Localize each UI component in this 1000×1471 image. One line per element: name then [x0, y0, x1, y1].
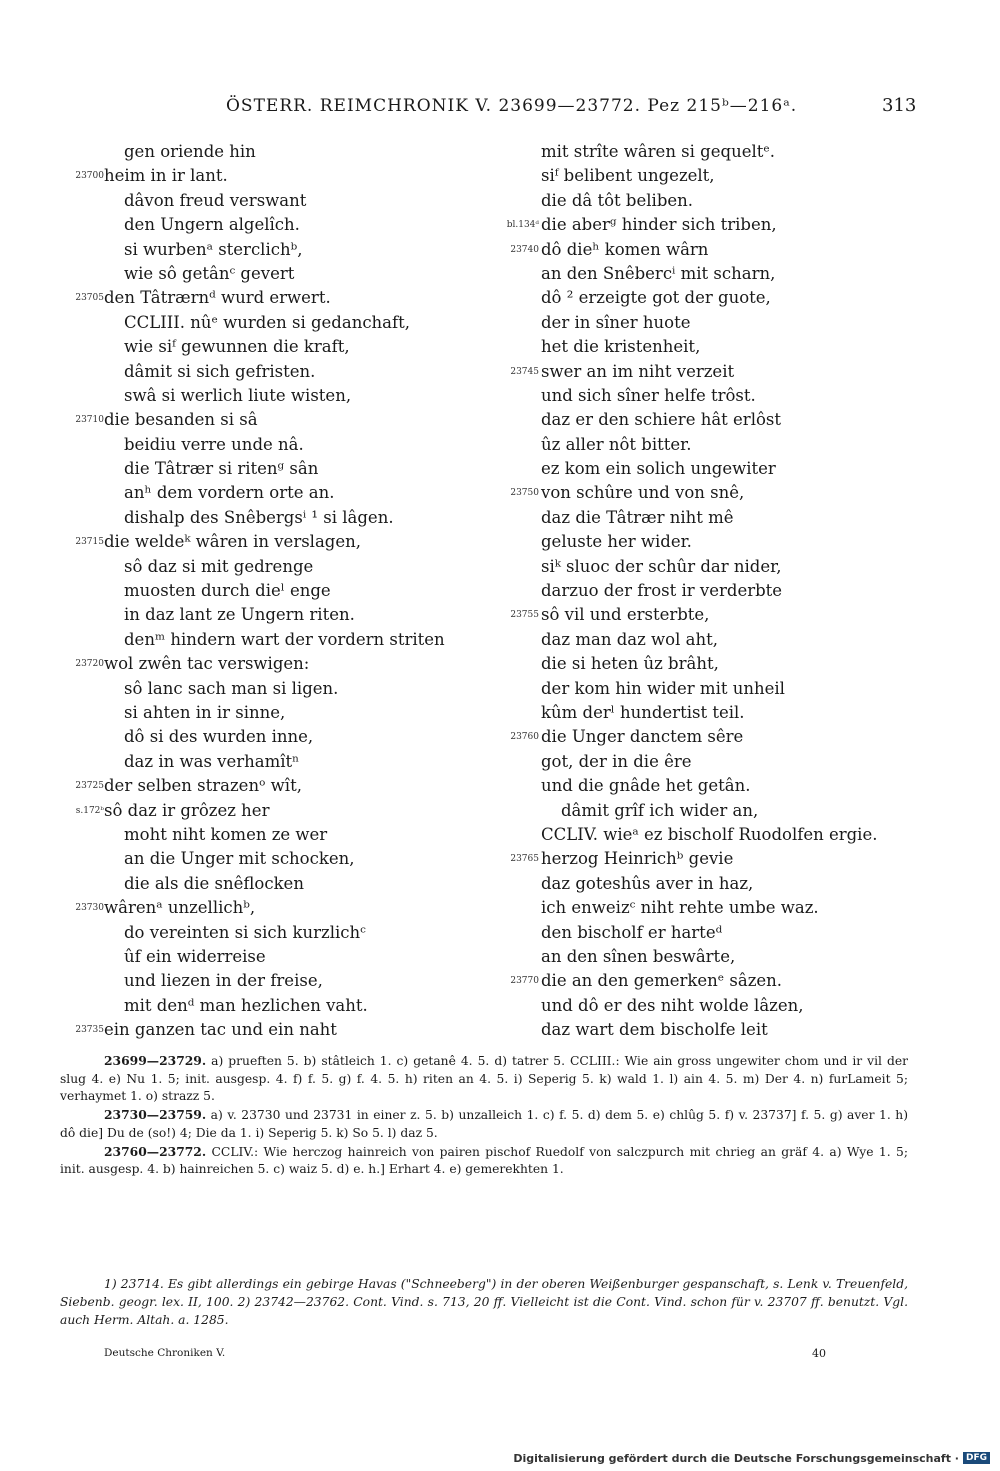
right-verse-line: [495, 213, 915, 237]
verse-text: der selben strazenᵒ wît,: [104, 776, 302, 796]
verse-text: denᵐ hindern wart der vordern striten: [124, 629, 445, 649]
right-verse-line: [495, 140, 915, 164]
apparatus-text: a) prueften 5. b) stâtleich 1. c) getanê 4. 5. d) tatrer 5. CCLIII.: Wie ain gross ungewiter chom und ir vil der slug 4. e) Nu 1. 5; init. ausgesp. 4. f) f. 5. g) f. 4. 5. h) riten an 4. 5. i) Seperig 5. k) wald 1. l) ain 4. 5. m) Der 4. n) furLameit 5; verhaymet 1. o) strazz 5.: [60, 1054, 908, 1104]
verse-text: wie sô getânᶜ gevert: [124, 263, 295, 283]
line-number: 23750: [510, 488, 539, 499]
left-verse-line: [60, 628, 470, 652]
right-verse-line: [495, 994, 915, 1018]
verse-text: CCLIV. wieᵃ ez bischolf Ruodolfen ergie.: [541, 824, 878, 844]
verse-text: sô daz ir grôzez her: [104, 800, 270, 820]
left-verse-line: [60, 433, 470, 457]
verse-text: von schûre und von snê,: [541, 483, 745, 503]
verse-text: daz in was verhamîtⁿ: [124, 751, 300, 771]
apparatus-range: 23699—23729.: [104, 1053, 207, 1068]
right-verse-line: [495, 311, 915, 335]
verse-text: dô ² erzeigte got der guote,: [541, 288, 771, 308]
verse-text: in daz lant ze Ungern riten.: [124, 605, 355, 625]
verse-text: die besanden si sâ: [104, 410, 258, 430]
apparatus-range: 23730—23759.: [104, 1107, 207, 1123]
verse-text: wie siᶠ gewunnen die kraft,: [124, 337, 350, 357]
left-verse-line: [60, 360, 470, 384]
verse-text: der in sîner huote: [541, 312, 691, 332]
left-verse-line: [60, 701, 470, 725]
right-verse-column: [495, 140, 915, 1042]
line-number: 23760: [510, 732, 539, 743]
verse-text: do vereinten si sich kurzlichᶜ: [124, 922, 366, 942]
verse-text: an den Snêbercⁱ mit scharn,: [541, 263, 776, 283]
left-verse-line: [60, 823, 470, 847]
left-verse-line: [60, 164, 470, 188]
right-verse-line: [495, 799, 915, 823]
left-verse-line: [60, 774, 470, 798]
left-verse-line: [60, 750, 470, 774]
left-verse-line: [60, 555, 470, 579]
verse-text: daz goteshûs aver in haz,: [541, 873, 754, 893]
left-verse-line: [60, 969, 470, 993]
verse-text: die an den gemerkenᵉ sâzen.: [541, 971, 783, 991]
verse-text: die si heten ûz brâht,: [541, 654, 719, 674]
right-verse-line: [495, 457, 915, 481]
verse-text: und dô er des niht wolde lâzen,: [541, 995, 804, 1015]
verse-text: ûf ein widerreise: [124, 946, 266, 966]
left-verse-column: [60, 140, 470, 1042]
verse-text: an den sînen beswârte,: [541, 946, 736, 966]
left-verse-line: [60, 384, 470, 408]
verse-text: daz man daz wol aht,: [541, 629, 718, 649]
left-verse-line: [60, 921, 470, 945]
line-number: 23755: [510, 610, 539, 621]
verse-text: ich enweizᶜ niht rehte umbe waz.: [541, 898, 819, 918]
verse-text: swâ si werlich liute wisten,: [124, 385, 352, 405]
verse-text: darzuo der frost ir verderbte: [541, 581, 783, 601]
left-verse-line: [60, 457, 470, 481]
line-number: s.172ᵇ: [75, 805, 104, 816]
right-verse-line: [495, 896, 915, 920]
verse-text: ûz aller nôt bitter.: [541, 434, 692, 454]
dfg-logo-icon: DFG: [963, 1452, 990, 1464]
line-number: bl.134ᵈ: [506, 220, 539, 231]
footnotes: [60, 1275, 908, 1329]
right-verse-line: [495, 1018, 915, 1042]
right-verse-line: [495, 652, 915, 676]
verse-text: si ahten in ir sinne,: [124, 702, 286, 722]
left-verse-line: [60, 896, 470, 920]
verse-text: dâvon freud verswant: [124, 190, 307, 210]
verse-text: an die Unger mit schocken,: [124, 849, 355, 869]
verse-text: wârenᵃ unzellichᵇ,: [104, 898, 256, 918]
right-verse-line: [495, 481, 915, 505]
left-verse-line: [60, 481, 470, 505]
verse-text: herzog Heinrichᵇ gevie: [541, 849, 734, 869]
verse-text: daz die Tâtrær niht mê: [541, 507, 734, 527]
verse-text: gen oriende hin: [124, 142, 256, 161]
verse-text: muosten durch dieˡ enge: [124, 581, 331, 601]
right-verse-line: [495, 823, 915, 847]
right-verse-line: [495, 360, 915, 384]
right-verse-line: [495, 677, 915, 701]
page-number: 313: [882, 95, 917, 116]
verse-text: heim in ir lant.: [104, 166, 228, 186]
right-verse-line: [495, 872, 915, 896]
verse-text: siᶠ belibent ungezelt,: [541, 166, 715, 186]
verse-text: die aberᵍ hinder sich triben,: [541, 215, 777, 235]
left-verse-line: [60, 579, 470, 603]
left-verse-line: [60, 262, 470, 286]
left-verse-line: [60, 530, 470, 554]
sheet-number: 40: [812, 1347, 826, 1360]
right-verse-line: [495, 701, 915, 725]
left-verse-line: [60, 847, 470, 871]
right-verse-line: [495, 262, 915, 286]
apparatus-entry: [60, 1143, 908, 1179]
verse-text: dô si des wurden inne,: [124, 727, 314, 747]
left-verse-line: [60, 677, 470, 701]
series-title: Deutsche Chroniken V.: [104, 1347, 226, 1359]
apparatus-entry: [60, 1052, 908, 1106]
verse-text: ez kom ein solich ungewiter: [541, 459, 776, 479]
verse-text: sô lanc sach man si ligen.: [124, 678, 339, 698]
right-verse-line: [495, 189, 915, 213]
right-verse-line: [495, 555, 915, 579]
left-verse-line: [60, 1018, 470, 1042]
line-number: 23740: [510, 244, 539, 255]
verse-text: si wurbenᵃ sterclichᵇ,: [124, 239, 303, 259]
line-number: 23725: [75, 781, 104, 792]
line-number: 23720: [75, 659, 104, 670]
left-verse-line: [60, 945, 470, 969]
footnote-text: 1) 23714. Es gibt allerdings ein gebirge Havas ("Schneeberg") in der oberen Weißenburger gespanschaft, s. Lenk v. Treuenfeld, Siebenb. geogr. lex. II, 100. 2) 23742—23762. Cont. Vind. s. 713, 20 ff. Vielleicht ist die Cont. Vind. schon für v. 23707 ff. benutzt. Vgl. auch Herm. Altah. a. 1285.: [60, 1277, 908, 1327]
verse-text: CCLIII. nûᵉ wurden si gedanchaft,: [124, 312, 411, 332]
verse-text: moht niht komen ze wer: [124, 824, 328, 844]
left-verse-line: [60, 140, 470, 164]
right-verse-line: [495, 847, 915, 871]
verse-text: dô dieʰ komen wârn: [541, 239, 709, 259]
verse-text: die dâ tôt beliben.: [541, 190, 694, 210]
left-verse-line: [60, 506, 470, 530]
right-verse-line: [495, 774, 915, 798]
line-number: 23765: [510, 854, 539, 865]
right-verse-line: [495, 603, 915, 627]
verse-text: den Ungern algelîch.: [124, 215, 300, 235]
verse-text: und sich sîner helfe trôst.: [541, 385, 756, 405]
verse-text: die Unger danctem sêre: [541, 727, 744, 747]
right-verse-line: [495, 238, 915, 262]
verse-text: den Tâtrærnᵈ wurd erwert.: [104, 288, 331, 308]
left-verse-line: [60, 603, 470, 627]
verse-text: und liezen in der freise,: [124, 971, 323, 991]
verse-text: siᵏ sluoc der schûr dar nider,: [541, 556, 782, 576]
right-verse-line: [495, 725, 915, 749]
verse-text: wol zwên tac verswigen:: [104, 654, 310, 674]
line-number: 23770: [510, 976, 539, 987]
left-verse-line: [60, 213, 470, 237]
left-verse-line: [60, 994, 470, 1018]
verse-text: het die kristenheit,: [541, 337, 701, 357]
verse-text: beidiu verre unde nâ.: [124, 434, 304, 454]
right-verse-line: [495, 408, 915, 432]
left-verse-line: [60, 335, 470, 359]
header-title: ÖSTERR. REIMCHRONIK V. 23699—23772. Pez 215ᵇ—216ᵃ.: [226, 96, 798, 116]
line-number: 23715: [75, 537, 104, 548]
right-verse-line: [495, 384, 915, 408]
line-number: 23700: [75, 171, 104, 182]
left-verse-line: [60, 238, 470, 262]
apparatus-text: CCLIV.: Wie herczog hainreich von pairen pischof Ruedolf von salczpurch mit chrieg an gräf 4. a) Wye 1. 5; init. ausgesp. 4. b) hainreichen 5. c) waiz 5. d) e. h.] Erhart 4. e) gemerekhten 1.: [60, 1144, 908, 1177]
line-number: 23735: [75, 1025, 104, 1036]
right-verse-line: [495, 530, 915, 554]
apparatus-entry: [60, 1106, 908, 1142]
verse-text: anʰ dem vordern orte an.: [124, 483, 335, 503]
verse-text: der kom hin wider mit unheil: [541, 678, 785, 698]
verse-text: die als die snêflocken: [124, 873, 304, 893]
right-verse-line: [495, 750, 915, 774]
critical-apparatus: [60, 1052, 908, 1179]
right-verse-line: [495, 433, 915, 457]
left-verse-line: [60, 652, 470, 676]
right-verse-line: [495, 969, 915, 993]
verse-text: got, der in die êre: [541, 751, 692, 771]
verse-text: die Tâtrær si ritenᵍ sân: [124, 459, 319, 479]
right-verse-line: [495, 506, 915, 530]
apparatus-text: a) v. 23730 und 23731 in einer z. 5. b) unzalleich 1. c) f. 5. d) dem 5. e) chlûg 5. f) v. 23737] f. 5. g) aver 1. h) dô die] Du de (so!) 4; Die da 1. i) Seperig 5. k) So 5. l) daz 5.: [60, 1108, 908, 1140]
verse-text: dishalp des Snêbergsⁱ ¹ si lâgen.: [124, 507, 394, 527]
verse-text: mit denᵈ man hezlichen vaht.: [124, 995, 368, 1015]
verse-text: geluste her wider.: [541, 532, 692, 552]
verse-text: sô vil und ersterbte,: [541, 605, 710, 625]
verse-text: ein ganzen tac und ein naht: [104, 1020, 337, 1040]
funding-text: Digitalisierung gefördert durch die Deutsche Forschungsgemeinschaft ·: [513, 1451, 959, 1465]
left-verse-line: [60, 189, 470, 213]
right-verse-line: [495, 335, 915, 359]
verse-text: den bischolf er harteᵈ: [541, 922, 723, 942]
line-number: 23745: [510, 366, 539, 377]
funding-notice: [513, 1451, 990, 1465]
apparatus-range: 23760—23772.: [104, 1143, 207, 1159]
left-verse-line: [60, 799, 470, 823]
verse-text: die weldeᵏ wâren in verslagen,: [104, 532, 361, 552]
left-verse-line: [60, 725, 470, 749]
right-verse-line: [495, 945, 915, 969]
verse-text: und die gnâde het getân.: [541, 776, 751, 796]
right-verse-line: [495, 579, 915, 603]
line-number: 23730: [75, 903, 104, 914]
verse-text: daz wart dem bischolfe leit: [541, 1020, 768, 1040]
line-number: 23710: [75, 415, 104, 426]
left-verse-line: [60, 311, 470, 335]
right-verse-line: [495, 921, 915, 945]
verse-text: swer an im niht verzeit: [541, 361, 735, 381]
verse-text: dâmit grîf ich wider an,: [561, 800, 759, 820]
left-verse-line: [60, 408, 470, 432]
verse-text: mit strîte wâren si gequeltᵉ.: [541, 142, 775, 161]
line-number: 23705: [75, 293, 104, 304]
verse-text: sô daz si mit gedrenge: [124, 556, 314, 576]
right-verse-line: [495, 628, 915, 652]
verse-text: kûm derˡ hundertist teil.: [541, 702, 745, 722]
verse-text: daz er den schiere hât erlôst: [541, 410, 782, 430]
running-header: [0, 96, 1000, 124]
left-verse-line: [60, 872, 470, 896]
verse-text: dâmit si sich gefristen.: [124, 361, 316, 381]
left-verse-line: [60, 286, 470, 310]
right-verse-line: [495, 286, 915, 310]
right-verse-line: [495, 164, 915, 188]
